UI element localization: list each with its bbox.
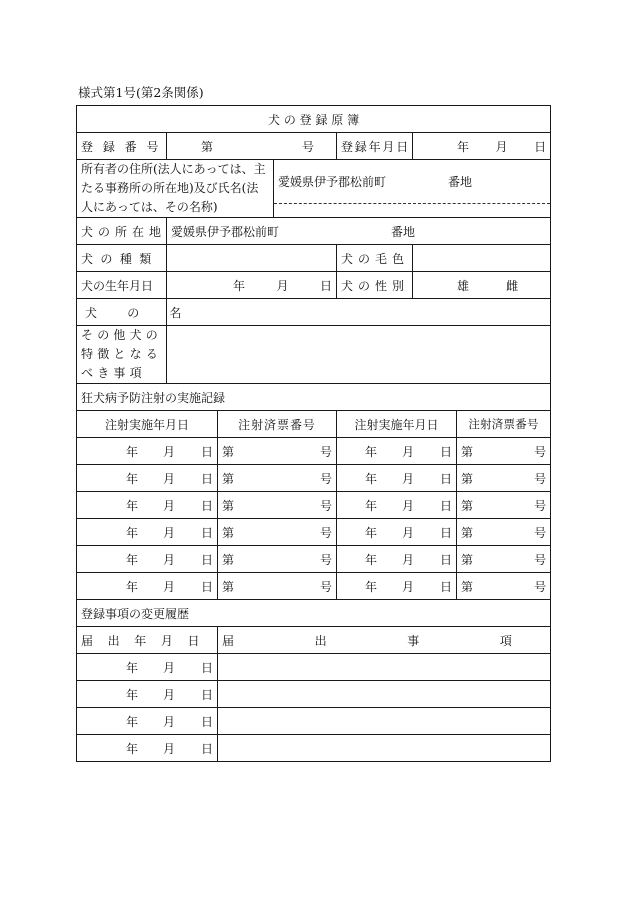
ticket-prefix: 第 [461,471,474,486]
registration-date-label: 登録年月日 [337,133,413,160]
month-unit: 月 [162,525,175,540]
ticket-suffix: 号 [319,444,332,459]
ticket-suffix: 号 [319,552,332,567]
owner-address-prefix: 愛媛県伊予郡松前町 [278,175,387,189]
history-date-field[interactable] [77,708,218,735]
ticket-suffix: 号 [534,579,547,594]
owner-address-suffix: 番地 [448,175,473,189]
month-unit: 月 [401,525,414,540]
ticket-suffix: 号 [534,471,547,486]
year-unit: 年 [125,444,138,459]
month-unit: 月 [162,471,175,486]
year-unit: 年 [125,525,138,540]
history-col-date: 届 出 年 月 日 [77,627,218,654]
ticket-suffix: 号 [534,444,547,459]
female-option[interactable]: 雌 [506,278,519,293]
ticket-prefix: 第 [222,471,235,486]
year-unit: 年 [364,444,377,459]
ticket-prefix: 第 [461,444,474,459]
rabies-record-row [77,573,551,600]
ticket-suffix: 号 [319,525,332,540]
rabies-ticket-field[interactable] [218,573,337,600]
day-unit: 日 [200,498,213,513]
rabies-col-ticket-1: 注射済票番号 [218,411,337,438]
ticket-suffix: 号 [319,471,332,486]
history-date-field[interactable] [77,654,218,681]
form-caption: 様式第1号(第2条関係) [78,85,204,100]
month-unit: 月 [162,687,175,702]
year-unit: 年 [364,552,377,567]
day-unit: 日 [200,660,213,675]
rabies-record-row [77,546,551,573]
year-unit: 年 [457,139,470,154]
year-unit: 年 [125,579,138,594]
month-unit: 月 [401,444,414,459]
history-matter-field[interactable] [218,681,551,708]
rabies-ticket-field[interactable] [218,465,337,492]
rabies-record-row [77,465,551,492]
rabies-date-field[interactable] [337,492,457,519]
year-unit: 年 [125,714,138,729]
history-matter-field[interactable] [218,708,551,735]
registration-date-field[interactable] [413,133,551,160]
history-record-row [77,681,551,708]
number-suffix: 号 [301,139,314,154]
rabies-record-row [77,438,551,465]
rabies-ticket-field[interactable] [218,546,337,573]
month-unit: 月 [162,660,175,675]
day-unit: 日 [200,687,213,702]
month-unit: 月 [162,741,175,756]
day-unit: 日 [439,498,452,513]
rabies-ticket-field[interactable] [457,492,551,519]
dog-name-label: 犬 の 名 [77,299,167,326]
dog-breed-label: 犬 の 種 類 [77,245,167,272]
history-record-row [77,708,551,735]
month-unit: 月 [162,498,175,513]
rabies-record-row [77,492,551,519]
year-unit: 年 [125,741,138,756]
year-unit: 年 [125,471,138,486]
owner-label: 所有者の住所(法人にあっては、主たる事務所の所在地)及び氏名(法人にあっては、その名称) [77,160,274,218]
rabies-ticket-field[interactable] [457,438,551,465]
month-unit: 月 [401,498,414,513]
day-unit: 日 [200,741,213,756]
dog-sex-label: 犬 の 性 別 [337,272,413,299]
ticket-suffix: 号 [534,498,547,513]
rabies-col-date-1: 注射実施年月日 [77,411,218,438]
day-unit: 日 [200,525,213,540]
rabies-ticket-field[interactable] [457,546,551,573]
history-date-field[interactable] [77,735,218,762]
day-unit: 日 [319,278,332,293]
rabies-col-date-2: 注射実施年月日 [337,411,457,438]
number-prefix: 第 [201,139,214,154]
history-record-row [77,654,551,681]
dog-birthdate-field[interactable] [167,272,337,299]
location-address-prefix: 愛媛県伊予郡松前町 [171,224,280,239]
rabies-date-field[interactable] [77,465,218,492]
rabies-date-field[interactable] [77,546,218,573]
history-date-field[interactable] [77,681,218,708]
day-unit: 日 [200,471,213,486]
ticket-prefix: 第 [461,552,474,567]
dog-location-label: 犬 の 所 在 地 [77,218,167,245]
month-unit: 月 [162,714,175,729]
month-unit: 月 [276,278,289,293]
month-unit: 月 [162,444,175,459]
month-unit: 月 [401,471,414,486]
month-unit: 月 [162,579,175,594]
year-unit: 年 [364,498,377,513]
rabies-date-field[interactable] [337,465,457,492]
day-unit: 日 [200,579,213,594]
ticket-suffix: 号 [319,498,332,513]
dog-coat-field[interactable] [413,245,551,272]
day-unit: 日 [200,444,213,459]
day-unit: 日 [534,139,547,154]
rabies-ticket-field[interactable] [457,465,551,492]
history-col-matter: 届 出 事 項 [218,627,551,654]
ticket-prefix: 第 [222,444,235,459]
rabies-ticket-field[interactable] [218,438,337,465]
rabies-date-field[interactable] [77,519,218,546]
day-unit: 日 [439,552,452,567]
day-unit: 日 [439,444,452,459]
day-unit: 日 [439,579,452,594]
year-unit: 年 [364,579,377,594]
ticket-suffix: 号 [319,579,332,594]
dog-features-label: その他犬の特徴となるべき事項 [77,326,167,384]
history-record-row [77,735,551,762]
history-section-title: 登録事項の変更履歴 [77,600,551,627]
ticket-prefix: 第 [222,525,235,540]
day-unit: 日 [200,552,213,567]
history-rows [77,654,551,762]
dog-name-field[interactable] [167,299,551,326]
rabies-ticket-field[interactable] [218,519,337,546]
year-unit: 年 [125,498,138,513]
rabies-date-field[interactable] [77,573,218,600]
rabies-date-field[interactable] [337,573,457,600]
rabies-ticket-field[interactable] [457,573,551,600]
month-unit: 月 [162,552,175,567]
day-unit: 日 [200,714,213,729]
rabies-date-field[interactable] [337,438,457,465]
month-unit: 月 [401,579,414,594]
year-unit: 年 [364,471,377,486]
rabies-date-field[interactable] [77,492,218,519]
male-option[interactable]: 雄 [457,278,470,293]
day-unit: 日 [439,471,452,486]
rabies-rows [77,438,551,600]
ticket-suffix: 号 [534,525,547,540]
month-unit: 月 [401,552,414,567]
ticket-prefix: 第 [461,498,474,513]
owner-address-field[interactable] [274,160,551,218]
location-address-suffix: 番地 [391,224,416,239]
rabies-record-row [77,519,551,546]
history-matter-field[interactable] [218,654,551,681]
dog-registry-form [76,105,550,762]
ticket-suffix: 号 [534,552,547,567]
dog-breed-field[interactable] [167,245,337,272]
dog-sex-field[interactable] [413,272,551,299]
dog-location-field[interactable] [167,218,551,245]
month-unit: 月 [495,139,508,154]
rabies-ticket-field[interactable] [218,492,337,519]
registration-number-field[interactable] [167,133,337,160]
dog-features-field[interactable] [167,326,551,384]
rabies-date-field[interactable] [77,438,218,465]
year-unit: 年 [125,552,138,567]
registration-number-label: 登 録 番 号 [77,133,167,160]
ticket-prefix: 第 [461,525,474,540]
dog-birthdate-label: 犬の生年月日 [77,272,167,299]
registry-table [76,105,551,762]
rabies-date-field[interactable] [337,519,457,546]
history-matter-field[interactable] [218,735,551,762]
rabies-col-ticket-2: 注射済票番号 [457,411,551,438]
ticket-prefix: 第 [222,498,235,513]
year-unit: 年 [364,525,377,540]
rabies-section-title: 狂犬病予防注射の実施記録 [77,384,551,411]
ticket-prefix: 第 [222,579,235,594]
year-unit: 年 [233,278,246,293]
year-unit: 年 [125,660,138,675]
dog-coat-label: 犬 の 毛 色 [337,245,413,272]
ticket-prefix: 第 [222,552,235,567]
rabies-date-field[interactable] [337,546,457,573]
day-unit: 日 [439,525,452,540]
ticket-prefix: 第 [461,579,474,594]
form-title: 犬 の 登 録 原 簿 [77,106,551,133]
year-unit: 年 [125,687,138,702]
rabies-ticket-field[interactable] [457,519,551,546]
